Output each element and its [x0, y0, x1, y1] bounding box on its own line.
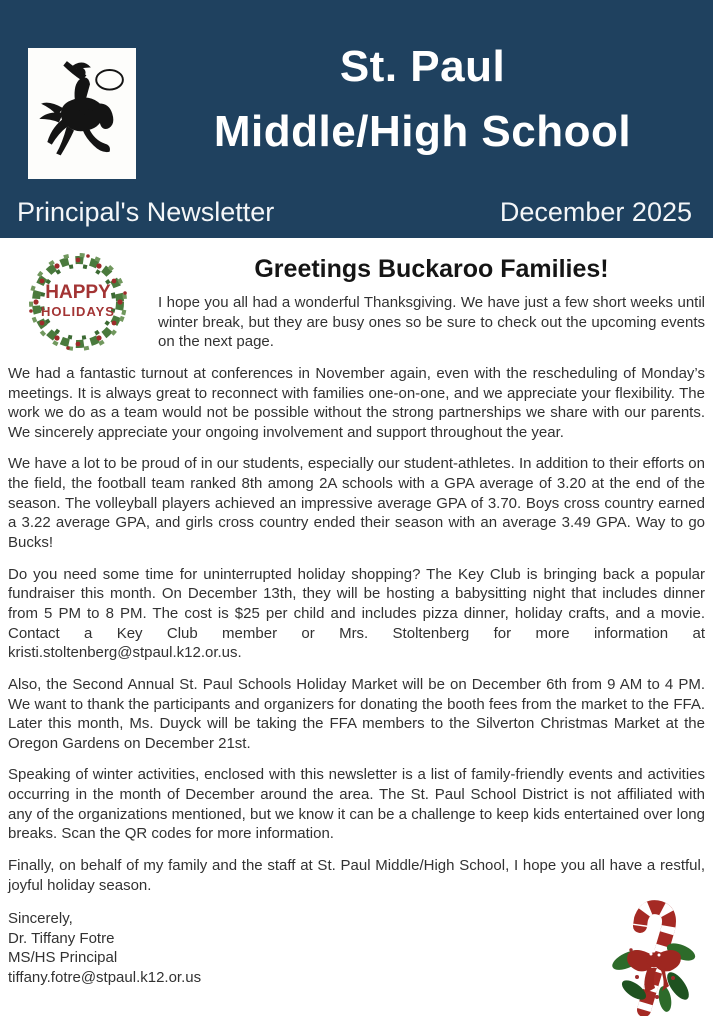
- school-name-line2: Middle/High School: [213, 107, 632, 156]
- school-name-line1: St. Paul: [339, 42, 506, 91]
- newsletter-paragraph-6: Speaking of winter activities, enclosed with this newsletter is a list of family-friendly events and activities occurring in the month of December around the area. The St. Paul School District is not affiliated with any of the organizations mentioned, but we know it can be a challenge to keep kids entertained over long breaks. Scan the QR codes for more information.: [8, 766, 705, 843]
- holiday-wreath-icon: [8, 246, 148, 359]
- wreath-text-happy: HAPPY: [45, 282, 111, 303]
- header-band: [17, 197, 692, 228]
- newsletter-paragraph-7: Finally, on behalf of my family and the staff at St. Paul Middle/High School, I hope you all have a restful, joyful holiday season.: [8, 857, 705, 894]
- signature-block: [8, 909, 705, 987]
- newsletter-paragraph-2: We had a fantastic turnout at conferences in November again, even with the rescheduling of Monday’s meetings. It is always great to reconnect with families one-on-one, and we appreciate your flexibility. The work we do as a team would not be possible without the strong partnerships we share with our parents. We sincerely appreciate your ongoing involvement and support throughout the year.: [8, 364, 705, 441]
- signature-title: MS/HS Principal: [8, 949, 118, 967]
- newsletter-label: Principal's Newsletter: [17, 197, 275, 227]
- school-title: [140, 34, 705, 164]
- issue-date: December 2025: [499, 197, 692, 227]
- bucking-bronco-icon: [34, 54, 130, 174]
- newsletter-paragraph-3: We have a lot to be proud of in our students, especially our student-athletes. In addition to their efforts on the field, the football team ranked 8th among 2A schools with a GPA average of 3.20 at the end of the season. The volleyball players achieved an impressive average GPA of 3.70. Boys cross country earned a 3.22 average GPA, and girls cross country ended their season with an average 3.49 GPA. Way to go Bucks!: [8, 455, 705, 552]
- signature-email: tiffany.fotre@stpaul.k12.or.us: [8, 968, 202, 986]
- newsletter-paragraph-5: Also, the Second Annual St. Paul Schools Holiday Market will be on December 6th from 9 AM to 4 PM. We want to thank the participants and organizers for donating the booth fees from the market to the FFA. Later this month, Ms. Duyck will be taking the FFA members to the Silverton Christmas Market at the Oregon Gardens on December 21st.: [8, 675, 705, 752]
- candy-cane-icon: [607, 898, 703, 1016]
- signature-name: Dr. Tiffany Fotre: [8, 929, 115, 947]
- newsletter-paragraph-4: Do you need some time for uninterrupted holiday shopping? The Key Club is bringing back a popular fundraiser this month. On December 13th, they will be hosting a babysitting night that includes dinner from 5 PM to 8 PM. The cost is $25 per child and includes pizza dinner, holiday crafts, and a movie. Contact a Key Club member or Mrs. Stoltenberg for more information at kristi.stoltenberg@stpaul.k12.or.us.: [8, 565, 705, 662]
- newsletter-body: [0, 238, 713, 987]
- newsletter-paragraph-1: I hope you all had a wonderful Thanksgiving. We have just a few short weeks until winter break, but they are busy ones so be sure to check out the upcoming events on the next page.: [158, 294, 705, 351]
- greeting-heading: Greetings Buckaroo Families!: [254, 255, 609, 283]
- wreath-text-holidays: HOLIDAYS: [41, 304, 115, 319]
- signature-closing: Sincerely,: [8, 910, 73, 928]
- newsletter-header: [0, 0, 713, 238]
- school-logo: [28, 48, 136, 179]
